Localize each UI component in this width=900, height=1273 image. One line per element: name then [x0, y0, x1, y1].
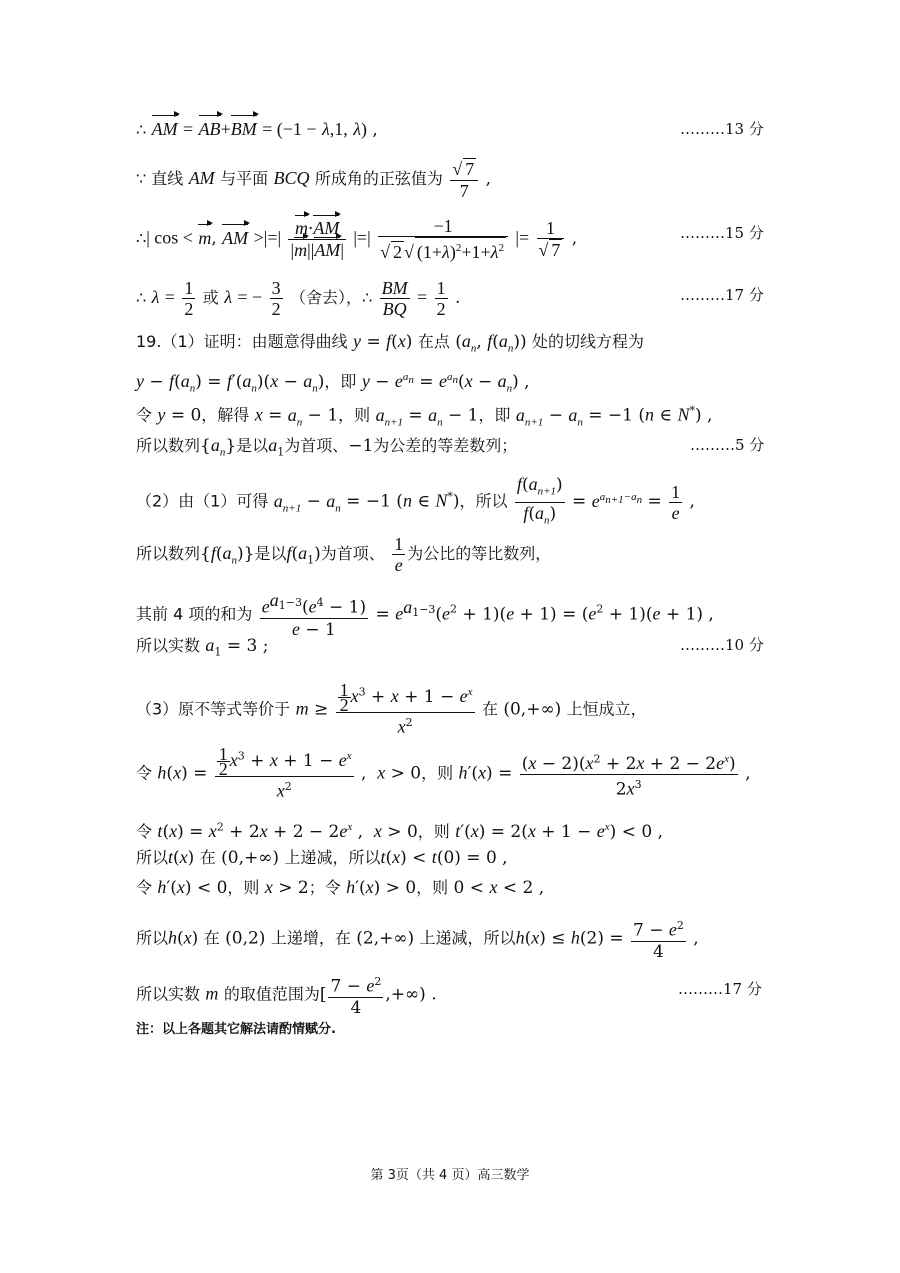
line-tangent-eq: $y - f(a_n) = f'(a_n)(x - a_n)$，即 $y - e^{a_n} = e^{a_n}(x - a_n)$ , [136, 371, 530, 395]
score-15: ………15 分 [680, 224, 764, 242]
line-part3: （3）原不等式等价于 m ≥ $\frac{1}{2}$ $x^3 + x + 1 - e^x$ $x^2$ 在 (0,+∞) 上恒成立， [136, 680, 647, 737]
line-q19-intro: 19.（1）证明：由题意得曲线 y = f(x) 在点 ($a_n$, $f(a_n)$) 处的切线方程为 [136, 331, 645, 355]
line-cos-formula: ∴| cos < m, AM >|=| $\frac{m\cdot AM}{|m||AM|}$ |=| $\frac{-1}{√ 2 √ (1+\lambda)^2+1+\lambda^2}$ |= $\frac{1}{√ 7}$ , [136, 216, 578, 262]
line-am-vector: ∴ AM = AB+BM = (−1 − λ,1, λ) , [136, 119, 378, 140]
grading-note: 注：以上各题其它解法请酌情赋分. [136, 1022, 336, 1037]
line-h-def: 令 h(x) = $\frac{1}{2}$ $x^3 + x + 1 - e^x$ $x^2$ , x > 0，则 h′(x) = $\frac{(x - 2)(x^2 + 2x + 2 - 2e^x)}{2x^3}$ , [136, 744, 751, 801]
line-m-range: 所以实数 m 的取值范围为[ $\frac{7 - e^2}{4}$ ,+∞) . [136, 972, 437, 1018]
line-lambda: ∴ λ = $\frac{1}{2}$ 或 λ = − $\frac{3}{2}$ （舍去），∴ $\frac{BM}{BQ}$ = $\frac{1}{2}$ . [136, 278, 461, 319]
line-sum4: 其前 4 项的和为 $\frac{e^{a_1-3}(e^4 - 1)}{e - 1}$ = $e^{a_1-3}(e^2 + 1)(e + 1) = (e^2 + 1)(e + 1)$ , [136, 590, 714, 640]
score-17b: ………17 分 [678, 980, 762, 998]
line-recurrence: 令 y = 0，解得 $x = a_n - 1$，则 $a_{n+1} = a_n - 1$，即 $a_{n+1} - a_n = -1$ (n ∈ N*) , [136, 404, 713, 429]
score-5: ………5 分 [690, 436, 765, 454]
line-geo-seq: 所以数列$\{f(a_n)\}$是以$f(a_1)$为首项、 $\frac{1}{e}$ 为公比的等比数列， [136, 534, 552, 575]
line-hprime-sign: 令 h′(x) < 0，则 x > 2；令 h′(x) > 0，则 0 < x < 2 , [136, 877, 545, 898]
line-t-def: 令 $t(x) = x^2 + 2x + 2 - 2e^x$ , x > 0，则 $t'(x) = 2(x + 1 - e^x) < 0$ , [136, 820, 663, 842]
score-13: ………13 分 [680, 120, 764, 138]
line-t-dec: 所以t(x) 在 (0,+∞) 上递减，所以t(x) < t(0) = 0 , [136, 847, 508, 868]
line-h-mono: 所以h(x) 在 (0,2) 上递增，在 (2,+∞) 上递减，所以h(x) ≤ h(2) = $\frac{7 - e^2}{4}$ , [136, 916, 699, 962]
score-10: ………10 分 [680, 636, 764, 654]
page-footer: 第 3页（共 4 页）高三数学 [370, 1168, 530, 1183]
line-a1: 所以实数 $a_1 = 3$ ; [136, 635, 269, 659]
score-17a: ………17 分 [680, 286, 764, 304]
line-arith-seq: 所以数列$\{a_n\}$是以$a_1$为首项、−1为公差的等差数列； [136, 435, 518, 459]
line-part2: （2）由（1）可得 $a_{n+1} - a_n = -1$ (n ∈ N*)，所以 $\frac{f(a_{n+1})}{f(a_n)}$ = $e^{a_{n+1}-a_n}$ = $\frac{1}{e}$ , [136, 474, 695, 527]
line-sine-value: ∵ 直线 AM 与平面 BCQ 所成角的正弦值为 $\frac{√ 7}{7}$ , [136, 159, 492, 201]
